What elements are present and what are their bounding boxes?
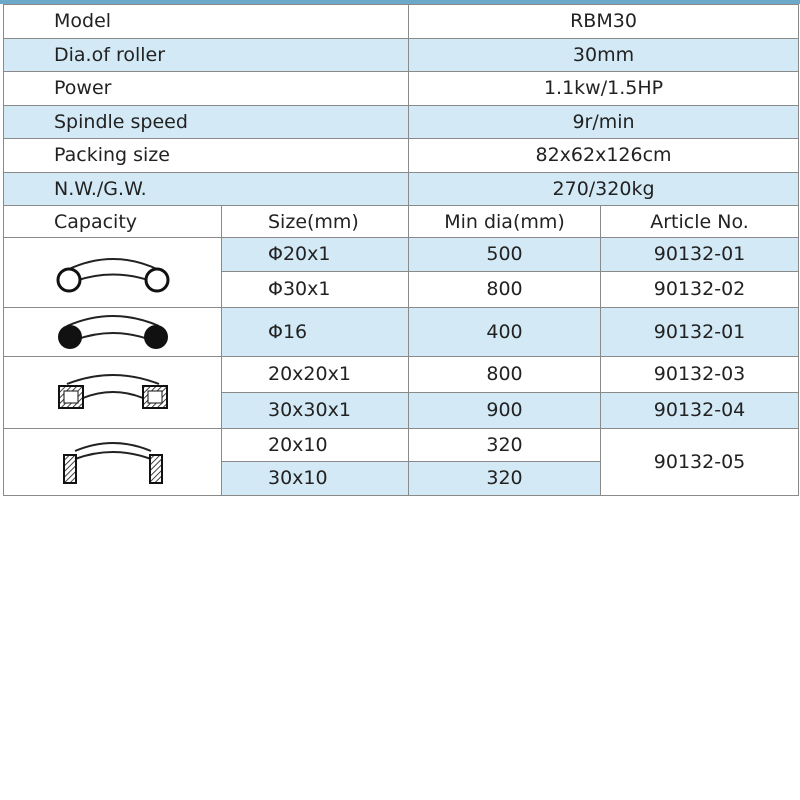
spec-label: Dia.of roller — [4, 38, 409, 72]
flat-bar-icon — [53, 437, 173, 487]
article-cell: 90132-01 — [601, 307, 799, 356]
spec-row — [4, 38, 799, 72]
size-cell: Φ30x1 — [222, 271, 409, 307]
capacity-row — [4, 307, 799, 356]
spec-table — [3, 4, 799, 496]
spec-value: 82x62x126cm — [409, 139, 799, 173]
spec-label: Model — [4, 5, 409, 39]
min-dia-cell: 900 — [409, 392, 601, 428]
min-dia-cell: 500 — [409, 238, 601, 272]
spec-row — [4, 139, 799, 173]
size-header: Size(mm) — [222, 206, 409, 238]
size-cell: 20x20x1 — [222, 356, 409, 392]
spec-value: 30mm — [409, 38, 799, 72]
capacity-header-row — [4, 206, 799, 238]
spec-label: N.W./G.W. — [4, 172, 409, 206]
article-cell: 90132-03 — [601, 356, 799, 392]
capacity-row — [4, 356, 799, 392]
spec-value: 9r/min — [409, 105, 799, 139]
capacity-header: Capacity — [4, 206, 222, 238]
square-tube-icon — [53, 370, 173, 414]
spec-label: Spindle speed — [4, 105, 409, 139]
spec-row — [4, 172, 799, 206]
size-cell: 30x10 — [222, 462, 409, 496]
spec-label: Packing size — [4, 139, 409, 173]
min-dia-cell: 800 — [409, 271, 601, 307]
article-cell: 90132-01 — [601, 238, 799, 272]
flat-bar-cell — [4, 428, 222, 495]
spec-row — [4, 72, 799, 106]
spec-value: RBM30 — [409, 5, 799, 39]
spec-value: 270/320kg — [409, 172, 799, 206]
min-dia-cell: 320 — [409, 462, 601, 496]
size-cell: 30x30x1 — [222, 392, 409, 428]
article-cell: 90132-05 — [601, 428, 799, 495]
size-cell: Φ20x1 — [222, 238, 409, 272]
solid-bar-icon — [53, 310, 173, 354]
spec-value: 1.1kw/1.5HP — [409, 72, 799, 106]
size-cell: Φ16 — [222, 307, 409, 356]
square-tube-cell — [4, 356, 222, 428]
capacity-row — [4, 428, 799, 462]
article-cell: 90132-02 — [601, 271, 799, 307]
spec-row — [4, 5, 799, 39]
spec-row — [4, 105, 799, 139]
spec-label: Power — [4, 72, 409, 106]
article-cell: 90132-04 — [601, 392, 799, 428]
capacity-row — [4, 238, 799, 272]
size-cell: 20x10 — [222, 428, 409, 462]
round-tube-icon — [53, 250, 173, 294]
min-dia-cell: 400 — [409, 307, 601, 356]
article-header: Article No. — [601, 206, 799, 238]
round-tube-cell — [4, 238, 222, 308]
min-dia-cell: 800 — [409, 356, 601, 392]
solid-bar-cell — [4, 307, 222, 356]
min-dia-header: Min dia(mm) — [409, 206, 601, 238]
min-dia-cell: 320 — [409, 428, 601, 462]
